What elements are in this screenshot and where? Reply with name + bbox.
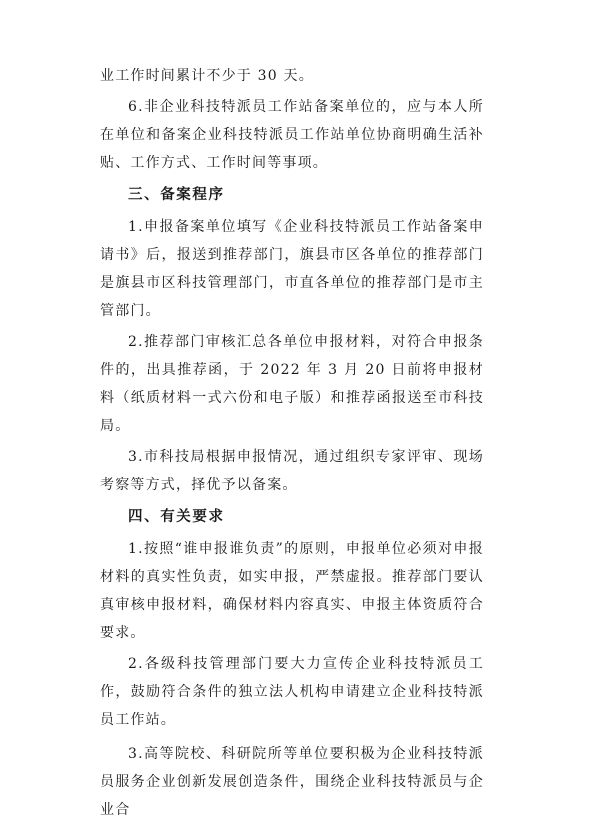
paragraph-procedure-2: 2.推荐部门审核汇总各单位申报材料，对符合申报条件的，出具推荐函，于 2022 年 3 月 20 日前将申报材料（纸质材料一式六份和电子版）和推荐函报送至市科技局。 <box>100 334 484 434</box>
section-heading-filing-procedure: 三、备案程序 <box>128 187 225 203</box>
section-heading-requirements: 四、有关要求 <box>128 509 225 525</box>
paragraph-procedure-1: 1.申报备案单位填写《企业科技特派员工作站备案申请书》后，报送到推荐部门，旗县市区各单位的推荐部门是旗县市区科技管理部门，市直各单位的推荐部门是市主管部门。 <box>100 219 484 319</box>
paragraph-item-6: 6.非企业科技特派员工作站备案单位的，应与本人所在单位和备案企业科技特派员工作站单位协商明确生活补贴、工作方式、工作时间等事项。 <box>100 99 484 171</box>
paragraph-requirement-3: 3.高等院校、科研院所等单位要积极为企业科技特派员服务企业创新发展创造条件，围绕企业科技特派员与企业合 <box>100 746 484 818</box>
paragraph-procedure-3: 3.市科技局根据申报情况，通过组织专家评审、现场考察等方式，择优予以备案。 <box>100 449 484 493</box>
paragraph-continued: 业工作时间累计不少于 30 天。 <box>100 68 314 84</box>
paragraph-requirement-1: 1.按照“谁申报谁负责”的原则，申报单位必须对申报材料的真实性负责，如实申报，严禁虚报。推荐部门要认真审核申报材料，确保材料内容真实、申报主体资质符合要求。 <box>100 541 484 641</box>
paragraph-requirement-2: 2.各级科技管理部门要大力宣传企业科技特派员工作，鼓励符合条件的独立法人机构申请建立企业科技特派员工作站。 <box>100 656 484 728</box>
